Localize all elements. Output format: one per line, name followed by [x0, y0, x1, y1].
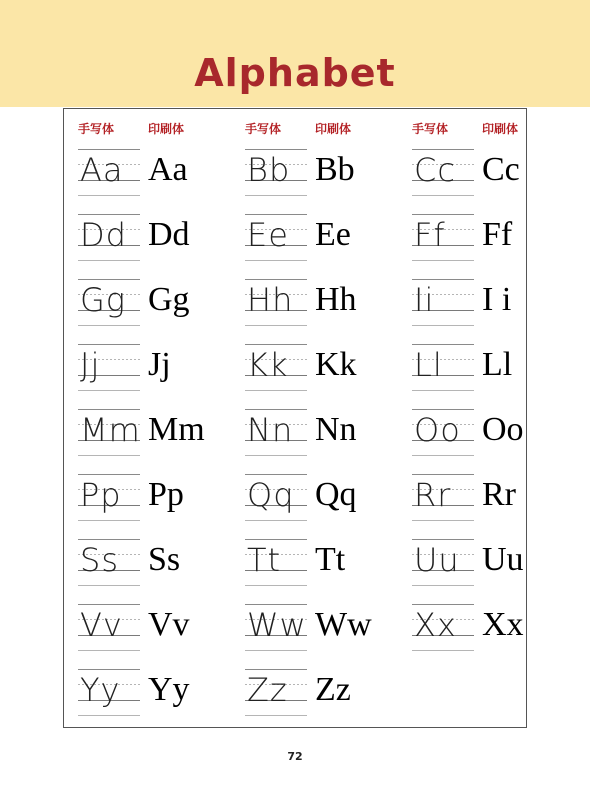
handwriting-letter: Rr: [414, 476, 452, 514]
print-header: 印刷体: [148, 122, 185, 136]
print-letter: Zz: [315, 671, 351, 708]
handwriting-letter: Vv: [80, 606, 123, 644]
handwriting-letter: Ii: [414, 281, 435, 319]
handwriting-letter: Aa: [80, 151, 124, 189]
letter-cell: [78, 468, 238, 528]
letter-cell: [78, 598, 238, 658]
handwriting-letter: Ee: [247, 216, 289, 254]
letter-cell: [412, 533, 572, 593]
handwriting-letter: Xx: [414, 606, 457, 644]
print-letter: Dd: [148, 216, 190, 253]
letter-cell: [245, 598, 405, 658]
print-letter: Qq: [315, 476, 357, 513]
print-letter: Rr: [482, 476, 516, 513]
letter-cell: [78, 663, 238, 723]
print-letter: Mm: [148, 411, 205, 448]
letter-cell: [78, 273, 238, 333]
print-letter: Ff: [482, 216, 513, 253]
handwriting-letter: Bb: [247, 151, 291, 189]
letter-cell: [245, 208, 405, 268]
print-header: 手写体: [412, 122, 449, 136]
print-letter: Aa: [148, 151, 188, 188]
print-letter: Bb: [315, 151, 355, 188]
letter-cell: [412, 403, 572, 463]
letter-cell: [412, 338, 572, 398]
handwriting-letter: Tt: [247, 541, 282, 579]
print-letter: Hh: [315, 281, 357, 318]
letter-cell: [78, 533, 238, 593]
print-letter: Jj: [148, 346, 171, 383]
print-letter: Oo: [482, 411, 524, 448]
letter-cell: [245, 533, 405, 593]
handwriting-letter: Mm: [80, 411, 141, 449]
handwriting-letter: Oo: [414, 411, 461, 449]
letter-cell: [245, 403, 405, 463]
letter-cell: [412, 143, 572, 203]
print-header: 印刷体: [315, 122, 352, 136]
letter-cell: [78, 338, 238, 398]
print-letter: Ll: [482, 346, 513, 383]
print-letter: Cc: [482, 151, 520, 188]
print-letter: Gg: [148, 281, 190, 318]
letter-cell: [245, 273, 405, 333]
handwriting-letter: Ww: [247, 606, 307, 644]
letter-cell: [412, 598, 572, 658]
print-letter: Uu: [482, 541, 524, 578]
handwriting-letter: Pp: [80, 476, 122, 514]
handwriting-letter: Dd: [80, 216, 127, 254]
handwriting-letter: Zz: [247, 671, 288, 709]
handwriting-letter: Yy: [80, 671, 121, 709]
print-letter: I i: [482, 281, 512, 318]
handwriting-letter: Ff: [414, 216, 446, 254]
print-letter: Kk: [315, 346, 357, 383]
print-letter: Ee: [315, 216, 351, 253]
handwriting-letter: Qq: [247, 476, 295, 514]
handwriting-letter: Jj: [80, 346, 101, 384]
print-letter: Nn: [315, 411, 357, 448]
handwriting-letter: Uu: [414, 541, 460, 579]
handwriting-letter: Cc: [414, 151, 456, 189]
handwriting-letter: Gg: [80, 281, 126, 319]
letter-cell: [78, 403, 238, 463]
print-header: 印刷体: [482, 122, 519, 136]
letter-cell: [245, 663, 405, 723]
print-letter: Ss: [148, 541, 181, 578]
handwriting-header: 手写体: [78, 122, 115, 136]
handwriting-letter: Hh: [247, 281, 294, 319]
letter-cell: [245, 143, 405, 203]
letter-cell: [412, 468, 572, 528]
print-letter: Ww: [315, 606, 372, 643]
print-letter: Yy: [148, 671, 190, 708]
letter-cell: [412, 273, 572, 333]
page-number: 72: [287, 750, 303, 763]
letter-cell: [245, 468, 405, 528]
handwriting-letter: Ll: [414, 346, 443, 384]
print-letter: Xx: [482, 606, 524, 643]
letter-cell: [412, 208, 572, 268]
letter-cell: [78, 143, 238, 203]
print-letter: Pp: [148, 476, 184, 513]
handwriting-letter: Kk: [247, 346, 289, 384]
print-letter: Vv: [148, 606, 190, 643]
handwriting-header: 手写体: [245, 122, 282, 136]
print-letter: Tt: [315, 541, 346, 578]
letter-cell: [245, 338, 405, 398]
handwriting-letter: Ss: [80, 541, 119, 579]
handwriting-letter: Nn: [247, 411, 294, 449]
page-title: Alphabet: [194, 51, 396, 95]
letter-cell: [78, 208, 238, 268]
